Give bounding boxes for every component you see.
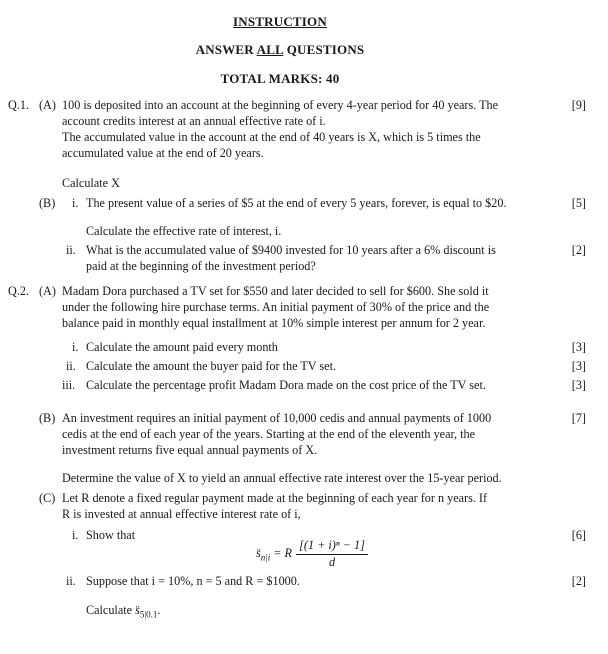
q2-b-mark: [7] bbox=[571, 411, 586, 425]
q2-c-line1: Let R denote a fixed regular payment made at the beginning of each year for n years. If bbox=[62, 491, 488, 505]
total-marks-heading: TOTAL MARKS: 40 bbox=[220, 71, 340, 86]
q1-b-i-text: The present value of a series of $5 at the end of every 5 years, forever, is equal to $20. bbox=[86, 196, 507, 210]
q2-c-ii-label: ii. bbox=[66, 574, 76, 588]
q1-a-label: (A) bbox=[39, 98, 56, 112]
q2-b-determine: Determine the value of X to yield an annual effective rate interest over the 15-year period. bbox=[62, 471, 502, 485]
q2-b-label: (B) bbox=[39, 411, 56, 425]
q2-a-ii-label: ii. bbox=[66, 359, 76, 373]
answer-prefix: ANSWER bbox=[195, 42, 257, 57]
q1-b-label: (B) bbox=[39, 196, 56, 210]
q1-a-calculate: Calculate X bbox=[62, 176, 120, 190]
q1-b-ii-line1: What is the accumulated value of $9400 invested for 10 years after a 6% discount is bbox=[86, 243, 496, 257]
q2-b-line1: An investment requires an initial payment of 10,000 cedis and annual payments of 1000 bbox=[62, 411, 492, 425]
q1-b-i-calculate: Calculate the effective rate of interest, i. bbox=[86, 224, 282, 238]
formula-denominator: d bbox=[328, 554, 336, 569]
q1-a-line1: 100 is deposited into an account at the beginning of every 4-year period for 40 years. The bbox=[62, 98, 499, 112]
q2-a-line2: under the following hire purchase terms. An initial payment of 30% of the price and the bbox=[62, 300, 490, 314]
q1-a-line3: The accumulated value in the account at the end of 40 years is X, which is 5 times the bbox=[62, 130, 481, 144]
q1-b-ii-mark: [2] bbox=[571, 243, 586, 257]
answer-suffix: QUESTIONS bbox=[283, 42, 365, 57]
q2-a-ii-text: Calculate the amount the buyer paid for the TV set. bbox=[86, 359, 336, 373]
calc-symbol: s̈ bbox=[135, 603, 140, 617]
q1-a-line4: accumulated value at the end of 20 years. bbox=[62, 146, 264, 160]
q1-a-line2: account credits interest at an annual effective rate of i. bbox=[62, 114, 326, 128]
q2-c-label: (C) bbox=[39, 491, 56, 505]
calc-suffix: . bbox=[157, 603, 161, 617]
q2-b-line3: investment returns five equal annual payments of X. bbox=[62, 443, 318, 457]
instruction-heading: INSTRUCTION bbox=[233, 14, 327, 29]
q1-b-ii-label: ii. bbox=[66, 243, 76, 257]
q2-a-ii-mark: [3] bbox=[571, 359, 586, 373]
answer-all-heading bbox=[0, 42, 560, 58]
calc-sub: 5|0.1 bbox=[139, 609, 158, 620]
formula-numerator: [(1 + i)ⁿ − 1] bbox=[296, 538, 368, 555]
q2-c-i-text: Show that bbox=[86, 528, 136, 542]
q2-a-i-text: Calculate the amount paid every month bbox=[86, 340, 278, 354]
q2-a-i-label: i. bbox=[72, 340, 79, 354]
q1-number: Q.1. bbox=[8, 98, 29, 112]
q1-b-i-mark: [5] bbox=[571, 196, 586, 210]
q2-a-line3: balance paid in monthly equal installment at 10% simple interest per annum for 2 year. bbox=[62, 316, 486, 330]
q2-c-line2: R is invested at annual effective interest rate of i, bbox=[62, 507, 301, 521]
q2-a-label: (A) bbox=[39, 284, 56, 298]
q2-c-i-label: i. bbox=[72, 528, 79, 542]
q2-a-iii-text: Calculate the percentage profit Madam Dora made on the cost price of the TV set. bbox=[86, 378, 486, 392]
q1-a-mark: [9] bbox=[571, 98, 586, 112]
q1-b-i-label: i. bbox=[72, 196, 79, 210]
q2-a-iii-label: iii. bbox=[62, 378, 76, 392]
q2-c-i-mark: [6] bbox=[571, 528, 586, 542]
formula-lhs-sub: n|i bbox=[260, 552, 271, 563]
q2-a-line1: Madam Dora purchased a TV set for $550 and later decided to sell for $600. She sold it bbox=[62, 284, 489, 298]
q2-a-iii-mark: [3] bbox=[571, 378, 586, 392]
q2-c-calculate bbox=[86, 603, 160, 619]
q1-b-ii-line2: paid at the beginning of the investment period? bbox=[86, 259, 316, 273]
formula-lhs: s̈ bbox=[256, 546, 261, 560]
q2-c-ii-mark: [2] bbox=[571, 574, 586, 588]
q2-number: Q.2. bbox=[8, 284, 29, 298]
q2-c-ii-text: Suppose that i = 10%, n = 5 and R = $1000. bbox=[86, 574, 300, 588]
q2-a-i-mark: [3] bbox=[571, 340, 586, 354]
annuity-formula bbox=[256, 546, 292, 562]
formula-eq: = R bbox=[270, 546, 292, 560]
formula-fraction bbox=[296, 538, 368, 570]
calc-prefix: Calculate bbox=[86, 603, 136, 617]
q2-b-line2: cedis at the end of each year of the years. Starting at the end of the eleventh year, the bbox=[62, 427, 476, 441]
answer-all: ALL bbox=[256, 42, 284, 57]
